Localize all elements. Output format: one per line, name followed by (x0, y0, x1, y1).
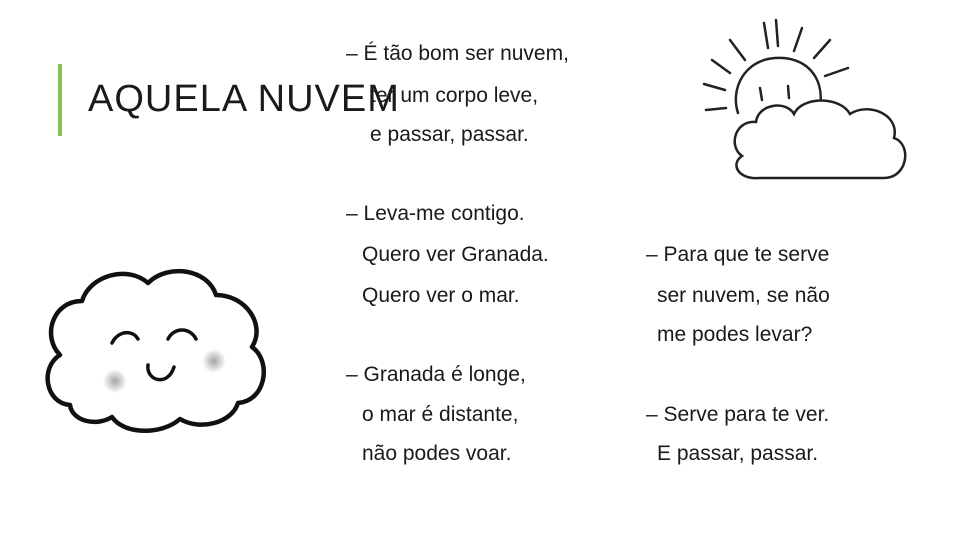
stanza4-line3: não podes voar. (362, 442, 512, 465)
stanza1-line2: ter um corpo leve, (370, 84, 539, 107)
slide-title: AQUELA NUVEM (88, 78, 400, 120)
stanza2-line3: Quero ver o mar. (362, 284, 520, 307)
stanza3-line2: ser nuvem, se não (657, 284, 830, 307)
stanza1-line1: – É tão bom ser nuvem, (346, 42, 569, 65)
sun-behind-cloud-icon (690, 18, 920, 193)
stanza4-line2: o mar é distante, (362, 403, 519, 426)
stanza2-line1: – Leva-me contigo. (346, 202, 525, 225)
stanza1-line3: e passar, passar. (370, 123, 529, 146)
stanza2-line2: Quero ver Granada. (362, 243, 549, 266)
stanza5-line2: E passar, passar. (657, 442, 819, 465)
stanza5-line1: – Serve para te ver. (646, 403, 830, 426)
stanza3-line1: – Para que te serve (646, 243, 830, 266)
smiling-cloud-icon (40, 255, 270, 435)
title-accent-bar (58, 64, 62, 136)
stanza4-line1: – Granada é longe, (346, 363, 526, 386)
stanza3-line3: me podes levar? (657, 323, 813, 346)
